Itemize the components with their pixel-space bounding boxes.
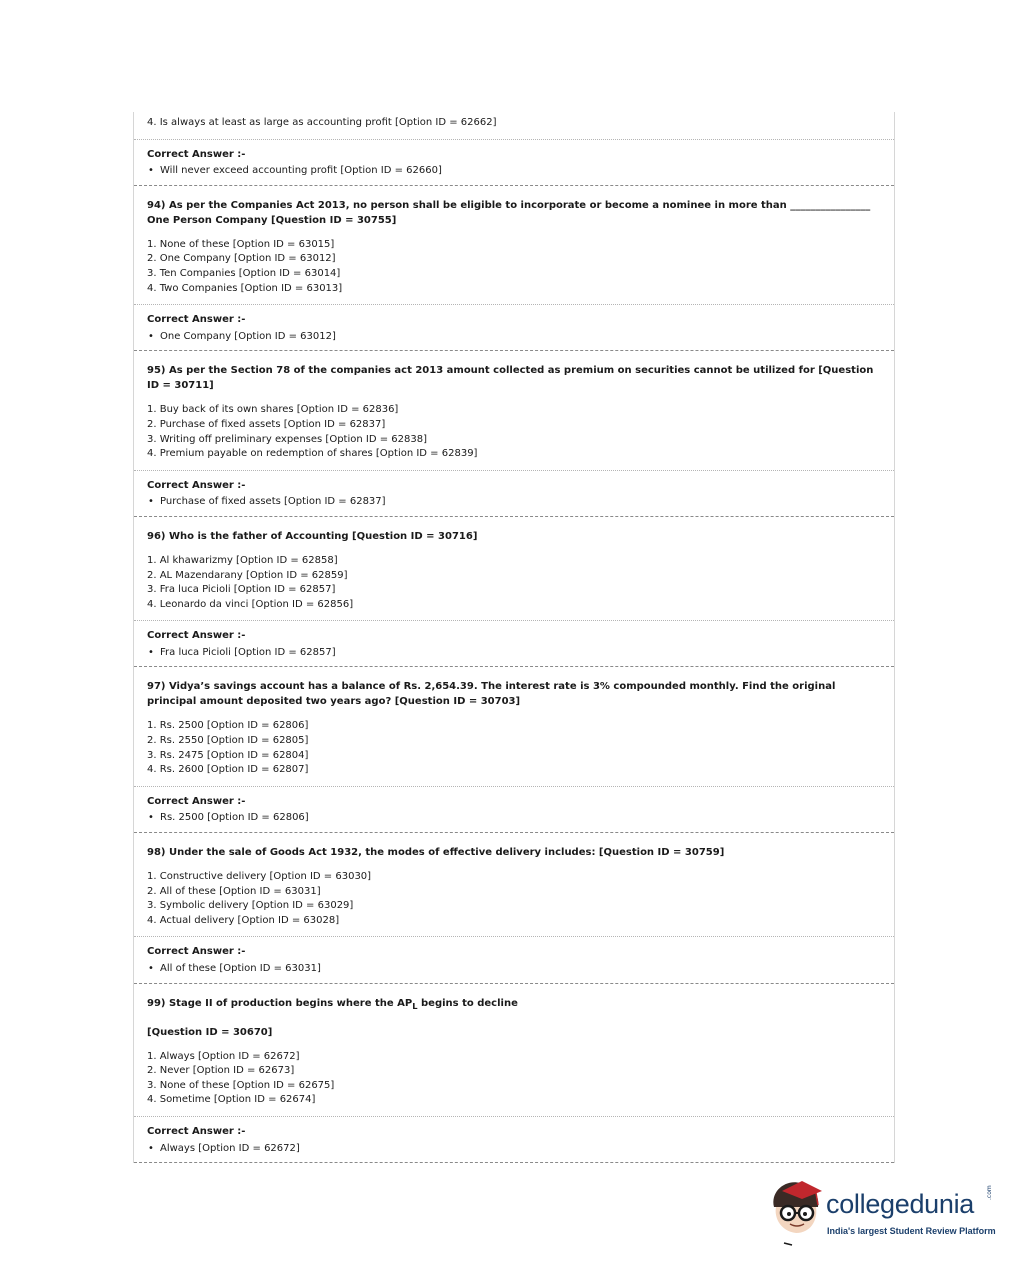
options-list xyxy=(147,1050,882,1108)
option-item: 4. Premium payable on redemption of shares [Option ID = 62839] xyxy=(147,448,478,460)
option-item: 1. Buy back of its own shares [Option ID = 62836] xyxy=(147,404,399,416)
question-97 xyxy=(134,667,894,785)
collegedunia-logo xyxy=(768,1175,998,1250)
correct-answer: • Always [Option ID = 62672] xyxy=(147,1142,882,1157)
correct-answer: • All of these [Option ID = 63031] xyxy=(147,962,882,977)
option-item: 3. Ten Companies [Option ID = 63014] xyxy=(147,267,341,279)
bullet-icon: • xyxy=(148,165,154,177)
correct-answer-label: Correct Answer :- xyxy=(147,795,246,807)
question-text: 96) Who is the father of Accounting [Question ID = 30716] xyxy=(147,530,478,542)
question-text: 97) Vidya’s savings account has a balance of Rs. 2,654.39. The interest rate is 3% compounded monthly. Find the original principal amount deposited two years ago? [Question ID = 30703] xyxy=(147,681,836,708)
option-item: 4. Actual delivery [Option ID = 63028] xyxy=(147,914,340,926)
option-item: 3. Symbolic delivery [Option ID = 63029] xyxy=(147,900,354,912)
option-item: 1. Rs. 2500 [Option ID = 62806] xyxy=(147,720,309,732)
question-id: [Question ID = 30670] xyxy=(147,1026,273,1038)
correct-answer-label: Correct Answer :- xyxy=(147,479,246,491)
option-item: 1. Al khawarizmy [Option ID = 62858] xyxy=(147,554,338,566)
option-item: 4. Leonardo da vinci [Option ID = 62856] xyxy=(147,598,354,610)
correct-answer-label: Correct Answer :- xyxy=(147,148,246,160)
option-item: 4. Sometime [Option ID = 62674] xyxy=(147,1094,316,1106)
brand-name: collegedunia xyxy=(826,1189,975,1219)
question-text: 94) As per the Companies Act 2013, no person shall be eligible to incorporate or become a nominee in more than ________________ One Person Company [Question ID = 30755] xyxy=(147,199,871,226)
question-98 xyxy=(134,833,894,936)
correct-answer-label: Correct Answer :- xyxy=(147,630,246,642)
option-item: 2. All of these [Option ID = 63031] xyxy=(147,885,321,897)
option-item: 2. Rs. 2550 [Option ID = 62805] xyxy=(147,735,309,747)
question-text: 98) Under the sale of Goods Act 1932, the modes of effective delivery includes: [Question ID = 30759] xyxy=(147,847,725,859)
question-text: 99) Stage II of production begins where the $AP_L$ begins to decline [Question ID = 30670] xyxy=(147,996,882,1040)
brand-tagline: India's largest Student Review Platform xyxy=(827,1226,996,1236)
answer-block-97 xyxy=(134,787,894,832)
options-list xyxy=(147,554,882,612)
correct-answer-label: Correct Answer :- xyxy=(147,946,246,958)
options-list xyxy=(147,719,882,777)
option-item: 1. Constructive delivery [Option ID = 63030] xyxy=(147,871,372,883)
bullet-icon: • xyxy=(148,496,154,508)
previous-question-last-option: 4. Is always at least as large as accounting profit [Option ID = 62662] xyxy=(134,112,894,140)
question-text: 95) As per the Section 78 of the companies act 2013 amount collected as premium on securities cannot be utilized for [Question ID = 30711] xyxy=(147,365,874,392)
option-item: 1. Always [Option ID = 62672] xyxy=(147,1050,300,1062)
correct-answer: • Purchase of fixed assets [Option ID = 62837] xyxy=(147,495,882,510)
option-item: 2. Never [Option ID = 62673] xyxy=(147,1065,295,1077)
option-item: 2. One Company [Option ID = 63012] xyxy=(147,253,336,265)
option-item: 4. Two Companies [Option ID = 63013] xyxy=(147,282,343,294)
correct-answer-label: Correct Answer :- xyxy=(147,314,246,326)
bullet-icon: • xyxy=(148,1142,154,1154)
option-item: 3. Rs. 2475 [Option ID = 62804] xyxy=(147,749,309,761)
options-list xyxy=(147,870,882,928)
bullet-icon: • xyxy=(148,646,154,658)
correct-answer: • One Company [Option ID = 63012] xyxy=(147,330,882,345)
correct-answer-label: Correct Answer :- xyxy=(147,1125,246,1137)
bullet-icon: • xyxy=(148,963,154,974)
brand-com: .com xyxy=(986,1185,993,1200)
option-item: 3. Fra luca Picioli [Option ID = 62857] xyxy=(147,584,336,596)
option-item: 4. Rs. 2600 [Option ID = 62807] xyxy=(147,764,309,776)
question-99 xyxy=(134,984,894,1116)
question-94 xyxy=(134,186,894,304)
option-item: 2. AL Mazendarany [Option ID = 62859] xyxy=(147,569,348,581)
answer-block-99 xyxy=(134,1117,894,1162)
answer-block-95 xyxy=(134,471,894,516)
bullet-icon: • xyxy=(148,812,154,824)
option-item: 1. None of these [Option ID = 63015] xyxy=(147,238,335,250)
option-item: 2. Purchase of fixed assets [Option ID = 62837] xyxy=(147,418,386,430)
correct-answer: • Rs. 2500 [Option ID = 62806] xyxy=(147,811,882,826)
question-96 xyxy=(134,517,894,620)
options-list xyxy=(147,238,882,296)
answer-block-94 xyxy=(134,305,894,350)
question-95 xyxy=(134,351,894,469)
option-item: 3. Writing off preliminary expenses [Option ID = 62838] xyxy=(147,433,427,445)
question-paper xyxy=(133,112,895,1163)
option-item: 3. None of these [Option ID = 62675] xyxy=(147,1079,335,1091)
mascot-icon xyxy=(768,1177,826,1247)
options-list xyxy=(147,403,882,461)
bullet-icon: • xyxy=(148,330,154,342)
answer-block-96 xyxy=(134,621,894,666)
answer-block-98 xyxy=(134,937,894,982)
correct-answer: • Fra luca Picioli [Option ID = 62857] xyxy=(147,646,882,661)
previous-answer-block xyxy=(134,140,894,185)
correct-answer: • Will never exceed accounting profit [Option ID = 62660] xyxy=(147,164,882,179)
